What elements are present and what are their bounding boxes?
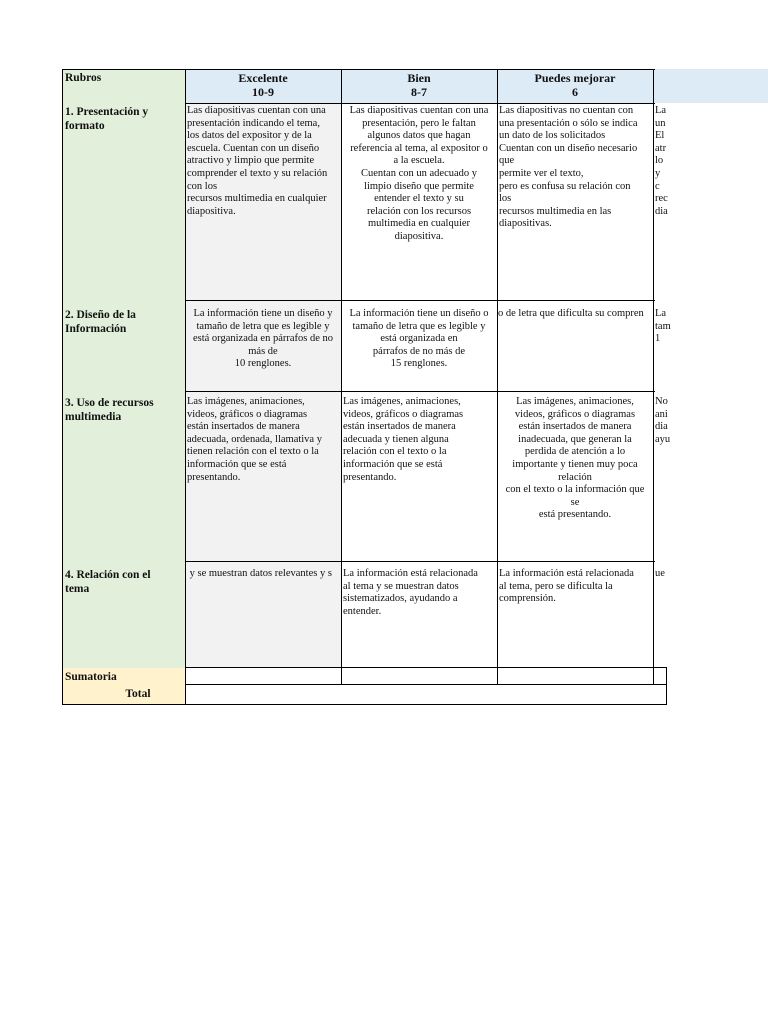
row-3-rubro: 3. Uso de recursos multimedia [65,397,154,423]
grid-line [666,667,667,705]
row-3-puedes-mejorar: Las imágenes, animaciones, videos, gráficos o diagramas están insertados de manera inadecuada, que generan la perdida de atención a lo importante y tienen muy poca relación con el texto o la información que se está presentando. [505,396,645,521]
sumatoria-excelente-cell[interactable] [185,668,341,685]
row-2-bien: La información tiene un diseño o tamaño de letra que es legible y está organizada en párrafos de no más de 15 renglones. [349,308,489,370]
row-3-excelente: Las imágenes, animaciones, videos, gráficos o diagramas están insertados de manera adecuada, ordenada, llamativa y tienen relación con el texto o la información que se está presentando. [187,396,322,483]
row-4-bien: La información está relacionada al tema y se muestran datos sistematizados, ayudando a entender. [343,568,478,617]
grid-line [185,103,655,104]
header-puedes-mejorar: Puedes mejorar 6 [534,71,616,99]
grid-line [185,69,186,705]
row-2-next-column: La tam 1 [655,308,671,345]
row-1-rubro: 1. Presentación y formato [65,106,149,132]
grid-line [185,667,667,668]
header-bien: Bien 8-7 [407,71,431,99]
grid-line [63,704,667,705]
grid-line [185,300,655,301]
row-2-puedes-mejorar: o de letra que dificulta su compren [498,308,644,319]
grid-line [185,684,667,685]
sumatoria-label: Sumatoria [65,671,117,683]
total-value-cell[interactable] [185,685,666,704]
grid-line [497,69,498,685]
row-3-bien: Las imágenes, animaciones, videos, gráficos o diagramas están insertados de manera adecuada y tienen alguna relación con el texto o la información que se está presentando. [343,396,464,483]
row-1-bien: Las diapositivas cuentan con una presentación, pero le faltan algunos datos que hagan referencia al tema, al expositor o a la escuela. Cuentan con un adecuado y limpio diseño que permite entender el texto y su relación con los recursos multimedia en cualquier diapositiva. [349,105,489,242]
row-2-rubro: 2. Diseño de la Información [65,309,136,335]
row-4-next-column: ue [655,568,665,579]
sumatoria-puedes-mejorar-cell[interactable] [497,668,653,685]
total-label: Total [125,688,151,700]
row-4-excelente: y se muestran datos relevantes y s [187,568,332,579]
sumatoria-bien-cell[interactable] [341,668,497,685]
grid-line [185,561,655,562]
row-4-puedes-mejorar: La información está relacionada al tema, pero se dificulta la comprensión. [499,568,634,605]
grid-line [341,69,342,685]
row-1-next-column: La un El atr lo y c rec dia [655,105,668,217]
header-excelente: Excelente 10-9 [238,71,288,99]
grid-line [63,69,655,70]
row-4-rubro: 4. Relación con el tema [65,569,151,595]
grid-line [62,69,63,705]
grid-line [185,391,655,392]
row-1-excelente: Las diapositivas cuentan con una presentación indicando el tema, los datos del expositor y de la escuela. Cuentan con un diseño atractivo y limpio que permite comprender el texto y su relación con los recursos multimedia en cualquier diapositiva. [187,105,328,217]
row-3-next-column: No ani dia ayu [655,396,671,445]
row-1-puedes-mejorar: Las diapositivas no cuentan con una presentación o sólo se indica un dato de los solicitados Cuentan con un diseño necesario que permite ver el texto, pero es confusa su relación con los recursos multimedia en las diapositivas. [499,105,638,230]
header-rubros: Rubros [65,72,102,84]
grid-line [653,69,654,685]
row-2-excelente: La información tiene un diseño y tamaño de letra que es legible y está organizada en párrafos de no más de 10 renglones. [192,308,334,370]
